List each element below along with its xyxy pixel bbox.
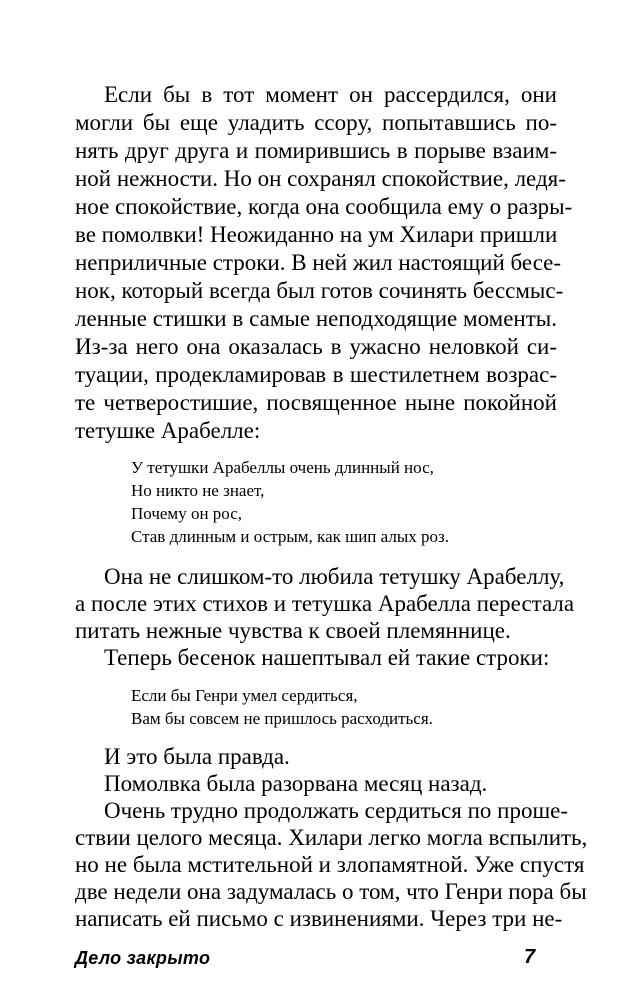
verse-1-line-3: Почему он рос, [131, 504, 243, 523]
verse-1-line-1: У тетушки Арабеллы очень длинный нос, [131, 458, 434, 477]
paragraph-1-line-10: Из-за него она оказалась в ужасно неловкой си- [75, 334, 557, 359]
paragraph-1-line-7: неприличные строки. В ней жил настоящий бесе- [75, 250, 562, 275]
paragraph-1-line-9: ленные стишки в самые неподходящие моменты. [75, 306, 557, 331]
paragraph-1-line-13: тетушке Арабелле: [75, 418, 261, 443]
paragraph-1-line-3: нять друг друга и помирившись в порыве взаим- [75, 138, 557, 163]
paragraph-1-line-2: могли бы еще уладить ссору, попытавшись по- [75, 110, 557, 135]
paragraph-5: Помолвка была разорвана месяц назад. [104, 771, 488, 796]
paragraph-6-line-1: Очень трудно продолжать сердиться по проше- [104, 798, 569, 823]
paragraph-3: Теперь бесенок нашептывал ей такие строки: [104, 645, 550, 670]
paragraph-1-line-6: ве помолвки! Неожиданно на ум Хилари пришли [75, 222, 558, 247]
paragraph-4: И это была правда. [104, 744, 290, 769]
paragraph-2-line-1: Она не слишком-то любила тетушку Арабеллу, [104, 564, 565, 589]
verse-2-line-2: Вам бы совсем не пришлось расходиться. [131, 709, 433, 728]
paragraph-1-line-5: ное спокойствие, когда она сообщила ему о разры- [75, 194, 573, 219]
paragraph-1-line-11: туации, продекламировав в шестилетнем возрас- [75, 362, 557, 387]
paragraph-1-line-8: нок, который всегда был готов сочинять бессмыс- [75, 278, 564, 303]
paragraph-2-line-3: питать нежные чувства к своей племяннице. [75, 618, 511, 643]
paragraph-1-line-1: Если бы в тот момент он рассердился, они [104, 82, 557, 107]
running-footer-title: Дело закрыто [75, 948, 211, 968]
verse-2-line-1: Если бы Генри умел сердиться, [131, 686, 358, 705]
paragraph-6-line-5: написать ей письмо с извинениями. Через три не- [75, 906, 563, 931]
paragraph-1-line-4: ной нежности. Но он сохранял спокойствие, ледя- [75, 166, 566, 191]
paragraph-1-line-12: те четверостишие, посвященное ныне покойной [75, 390, 557, 415]
paragraph-6-line-3: но не была мстительной и злопамятной. Уже спустя [75, 852, 585, 877]
verse-1-line-4: Став длинным и острым, как шип алых роз. [131, 527, 449, 546]
paragraph-2-line-2: а после этих стихов и тетушка Арабелла перестала [75, 591, 575, 616]
paragraph-6-line-2: ствии целого месяца. Хилари легко могла вспылить, [75, 825, 588, 850]
paragraph-6-line-4: две недели она задумалась о том, что Генри пора бы [75, 879, 587, 904]
page-number: 7 [524, 946, 536, 968]
verse-1-line-2: Но никто не знает, [131, 481, 265, 500]
